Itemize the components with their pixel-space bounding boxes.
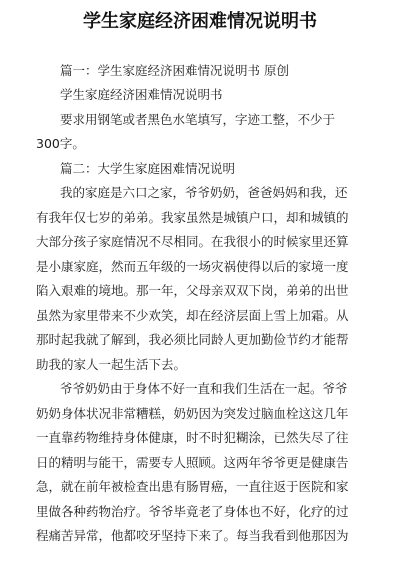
paragraph-line: 里做各种药物治疗。爷爷毕竟老了身体也不好，化疗的过 [36, 504, 349, 519]
paragraph-line: 有我年仅七岁的弟弟。我家虽然是城镇户口，却和城镇的 [36, 210, 349, 225]
paragraph-line: 是小康家庭，然而五年级的一场灾祸使得以后的家境一度 [36, 259, 349, 274]
paragraph-line: 助我的家人一起生活下去。 [36, 357, 187, 372]
paragraph-line: 要求用钢笔或者黑色水笔填写，字迹工整，不少于 [60, 112, 336, 127]
paragraph-line: 我的家庭是六口之家，爷爷奶奶，爸爸妈妈和我，还 [60, 185, 348, 200]
paragraph-line: 奶奶身体状况非常糟糕，奶奶因为突发过脑血栓这这几年 [36, 406, 349, 421]
paragraph-line: 300字。 [36, 136, 85, 151]
document-title: 学生家庭经济困难情况说明书 [83, 11, 317, 32]
paragraph-line: 陷入艰难的境地。那一年，父母亲双双下岗，弟弟的出世 [36, 283, 349, 298]
paragraph-line: 篇二：大学生家庭困难情况说明 [60, 161, 236, 176]
paragraph-line: 那时起我就了解到，我必须比同龄人更加勤俭节约才能帮 [36, 332, 349, 347]
paragraph-line: 虽然为家里带来不少欢笑，却在经济层面上雪上加霜。从 [36, 308, 349, 323]
paragraph-line: 急，就在前年被检查出患有肠胃癌，一直往返于医院和家 [36, 479, 349, 494]
paragraph-line: 篇一：学生家庭经济困难情况说明书 原创 [60, 63, 289, 78]
paragraph-line: 爷爷奶奶由于身体不好一直和我们生活在一起。爷爷 [60, 381, 348, 396]
paragraph-line: 程痛苦异常，他都咬牙坚持下来了。每当我看到他那因为 [36, 528, 349, 543]
paragraph-line: 日的精明与能干，需要专人照顾。这两年爷爷更是健康告 [36, 455, 349, 470]
paragraph-line: 一直靠药物维持身体健康，时不时犯糊涂，已然失尽了往 [36, 430, 349, 445]
paragraph-line: 大部分孩子家庭情况不尽相同。在我很小的时候家里还算 [36, 234, 349, 249]
paragraph-line: 学生家庭经济困难情况说明书 [60, 87, 223, 102]
